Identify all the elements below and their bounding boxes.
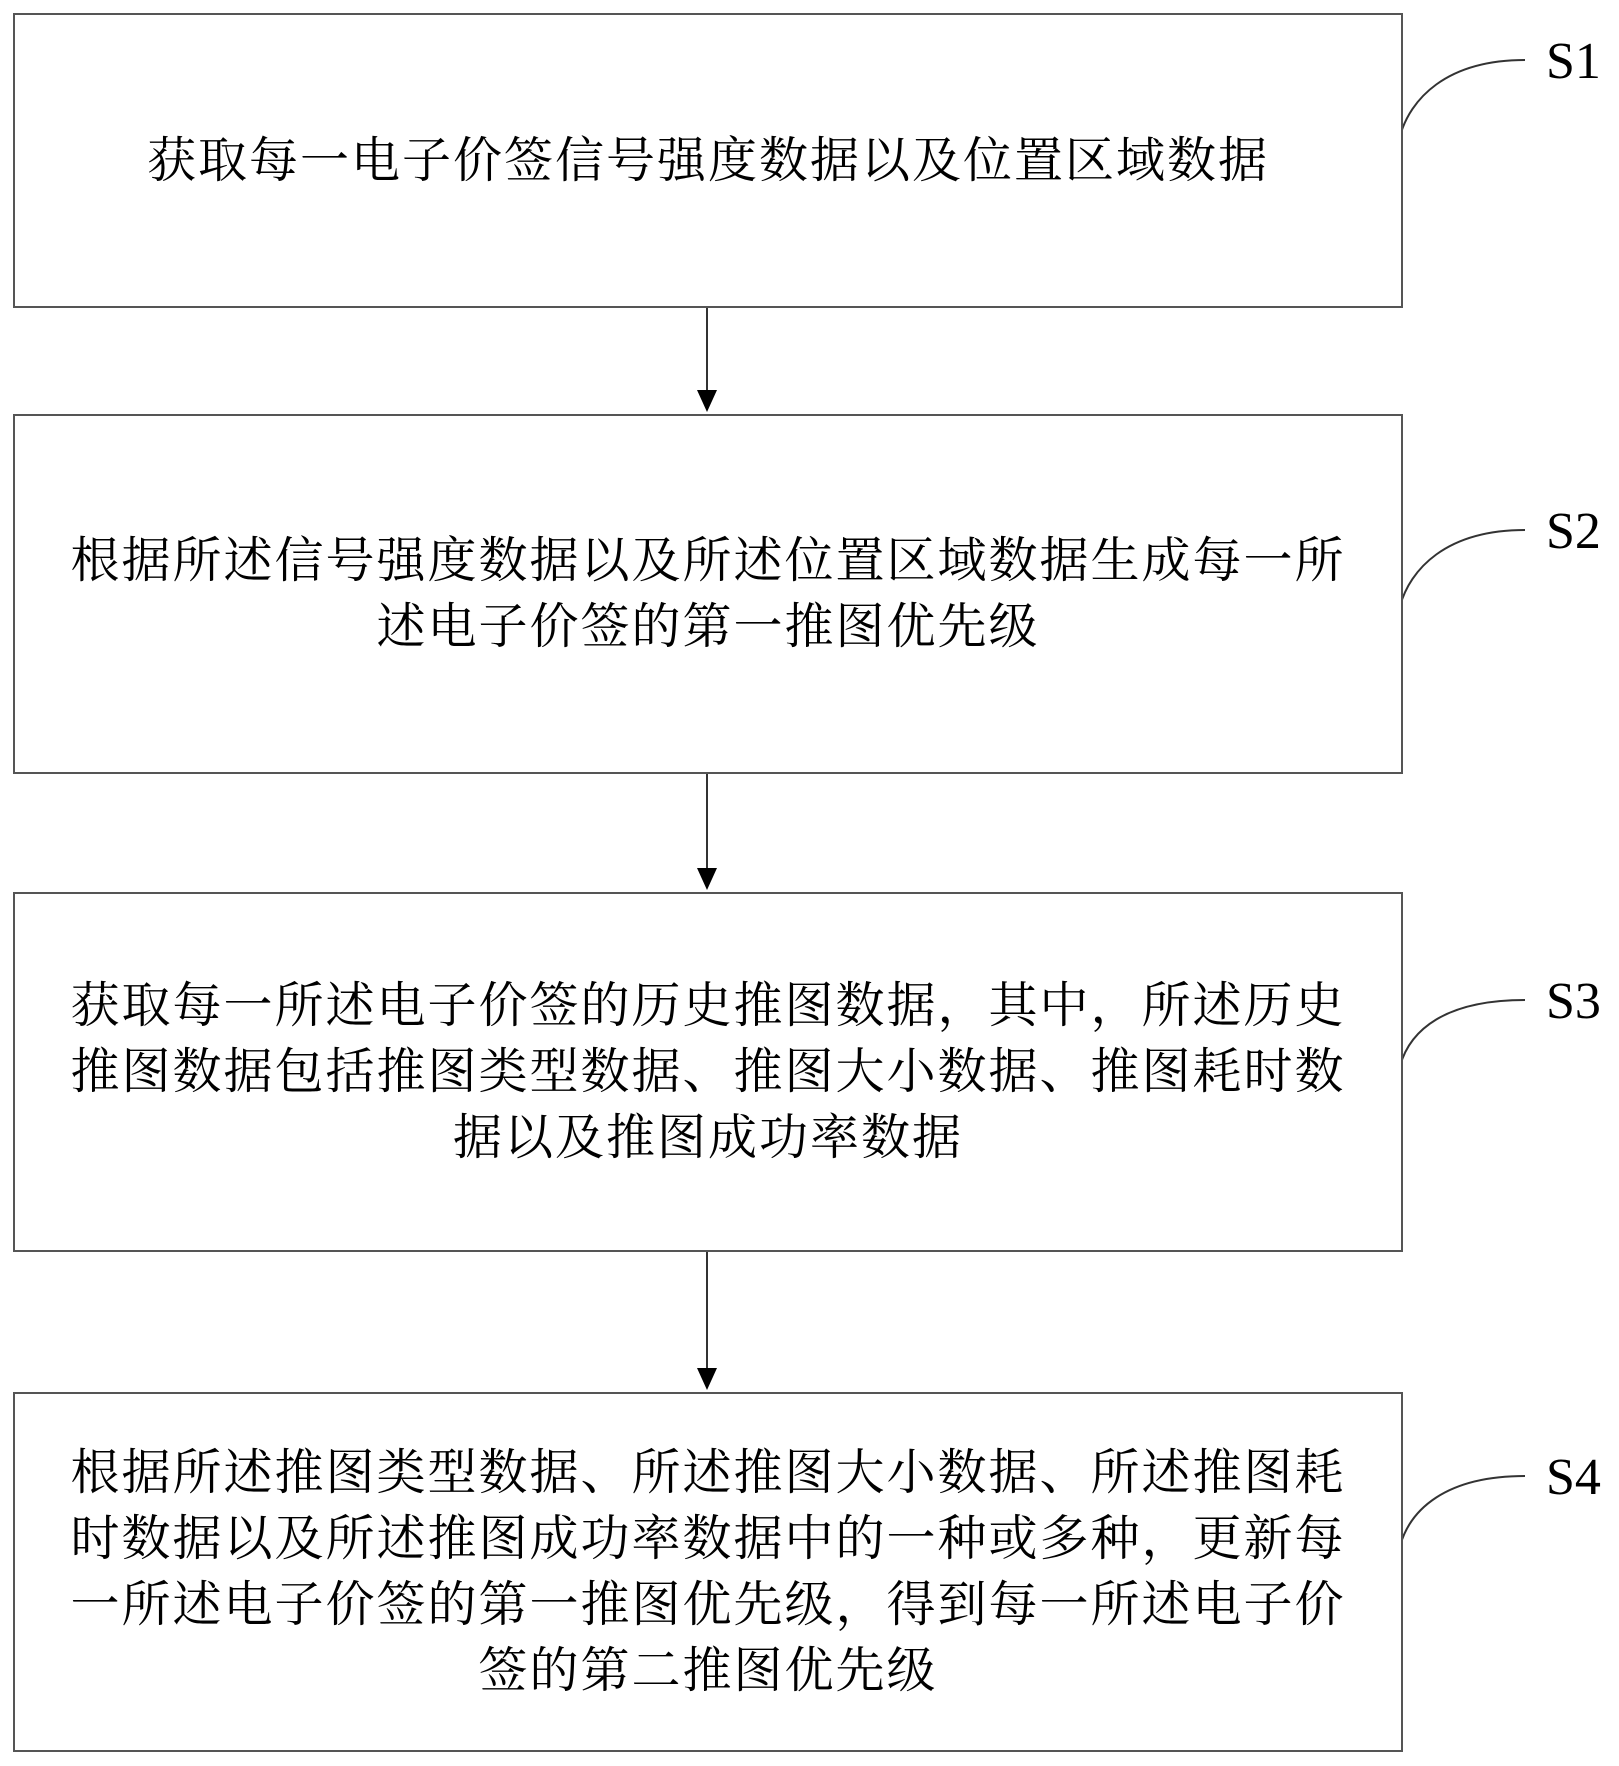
step-box-s2 <box>13 414 1403 774</box>
step-text-s2: 根据所述信号强度数据以及所述位置区域数据生成每一所述电子价签的第一推图优先级 <box>70 532 1346 655</box>
step-text-s3: 获取每一所述电子价签的历史推图数据，其中，所述历史推图数据包括推图类型数据、推图大小数据、推图耗时数据以及推图成功率数据 <box>70 977 1346 1166</box>
step-box-s4 <box>13 1392 1403 1752</box>
step-text-s1: 获取每一电子价签信号强度数据以及位置区域数据 <box>146 131 1269 189</box>
step-text-s4: 根据所述推图类型数据、所述推图大小数据、所述推图耗时数据以及所述推图成功率数据中的一种或多种，更新每一所述电子价签的第一推图优先级，得到每一所述电子价签的第二推图优先级 <box>70 1444 1346 1699</box>
leader-curve-s4 <box>1400 1476 1525 1546</box>
leader-curve-s1 <box>1400 60 1525 136</box>
step-label-s2: S2 <box>1546 503 1601 560</box>
arrowhead-s2-s3 <box>697 868 717 890</box>
leader-curve-s3 <box>1400 1000 1525 1066</box>
step-label-s1: S1 <box>1546 33 1601 90</box>
leader-curve-s2 <box>1400 530 1525 606</box>
step-label-s3: S3 <box>1546 973 1601 1030</box>
arrowhead-s3-s4 <box>697 1368 717 1390</box>
step-box-s1 <box>13 13 1403 308</box>
arrowhead-s1-s2 <box>697 390 717 412</box>
step-box-s3 <box>13 892 1403 1252</box>
step-label-s4: S4 <box>1546 1449 1601 1506</box>
